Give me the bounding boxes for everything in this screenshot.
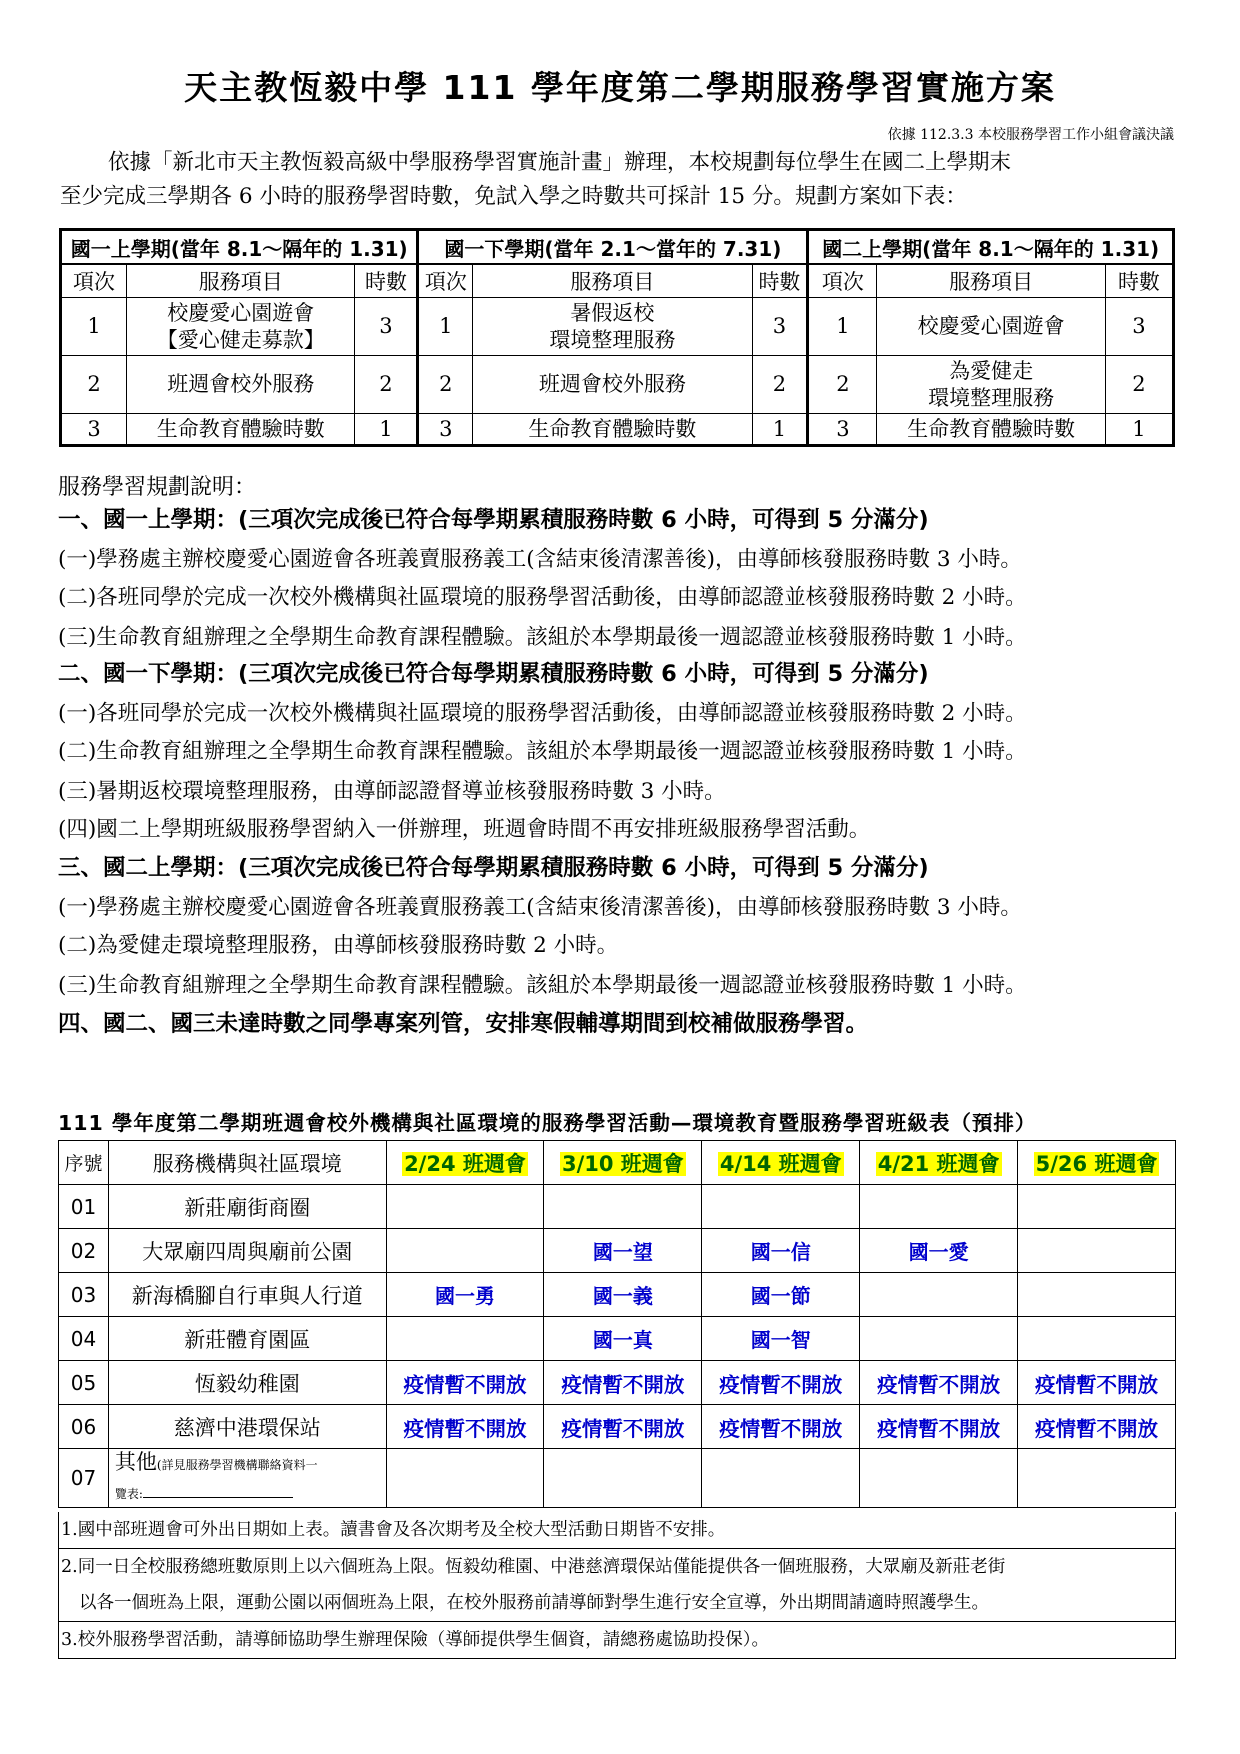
section-item: (一)各班同學於完成一次校外機構與社區環境的服務學習活動後，由導師認證並核發服務時數 2 小時。 xyxy=(58,701,1027,726)
plan-cell-item-no: 2 xyxy=(61,356,127,414)
class-assignment-cell: 國一節 xyxy=(702,1273,860,1317)
plan-cell-item-no: 3 xyxy=(61,414,127,446)
row-number: 01 xyxy=(59,1185,109,1229)
col-service-item: 服務項目 xyxy=(877,264,1105,298)
plan-semester-header xyxy=(61,230,1174,265)
document-title: 天主教恆毅中學 111 學年度第二學期服務學習實施方案 xyxy=(184,68,1056,107)
intro-line-2: 至少完成三學期各 6 小時的服務學習時數，免試入學之時數共可採計 15 分。規劃方案如下表： xyxy=(60,184,967,209)
other-label: 其他 xyxy=(114,1450,157,1474)
class-assignment-cell: 國一勇 xyxy=(386,1273,544,1317)
plan-row xyxy=(61,356,1174,414)
col-item-no: 項次 xyxy=(808,264,877,298)
col-service-item: 服務項目 xyxy=(473,264,752,298)
schedule-notes xyxy=(58,1512,1176,1659)
class-assignment-cell: 疫情暫不開放 xyxy=(1018,1361,1176,1405)
plan-cell-service-item: 暑假返校 環境整理服務 xyxy=(473,298,752,356)
header-date-5: 5/26 班週會 xyxy=(1018,1141,1176,1185)
section-item: (三)生命教育組辦理之全學期生命教育課程體驗。該組於本學期最後一週認證並核發服務時數 1 小時。 xyxy=(58,625,1027,650)
class-assignment-cell: 國一智 xyxy=(702,1317,860,1361)
section-heading: 四、國二、國三未達時數之同學專案列管，安排寒假輔導期間到校補做服務學習。 xyxy=(58,1011,869,1037)
class-assignment-cell: 國一義 xyxy=(544,1273,702,1317)
plan-cell-service-item: 生命教育體驗時數 xyxy=(473,414,752,446)
section-item: (四)國二上學期班級服務學習納入一併辦理，班週會時間不再安排班級服務學習活動。 xyxy=(58,817,871,842)
class-assignment-cell: 疫情暫不開放 xyxy=(860,1361,1018,1405)
schedule-row xyxy=(59,1405,1176,1449)
schedule-row xyxy=(59,1185,1176,1229)
class-assignment-cell xyxy=(860,1273,1018,1317)
class-assignment-cell: 疫情暫不開放 xyxy=(386,1361,544,1405)
note-2-cont: 以各一個班為上限，運動公園以兩個班為上限，在校外服務前請導師對學生進行安全宣導，外出期間請適時照護學生。 xyxy=(59,1585,1175,1622)
location-cell: 新莊體育園區 xyxy=(108,1317,386,1361)
section-item: (二)生命教育組辦理之全學期生命教育課程體驗。該組於本學期最後一週認證並核發服務時數 1 小時。 xyxy=(58,739,1027,764)
plan-row xyxy=(61,298,1174,356)
header-serial: 序號 xyxy=(59,1141,109,1185)
row-number: 05 xyxy=(59,1361,109,1405)
section-heading: 二、國一下學期：(三項次完成後已符合每學期累積服務時數 6 小時，可得到 5 分滿分) xyxy=(58,661,929,687)
note-3: 3.校外服務學習活動，請導師協助學生辦理保險（導師提供學生個資，請總務處協助投保）。 xyxy=(61,1630,769,1650)
plan-cell-item-no: 1 xyxy=(808,298,877,356)
section-item: (二)各班同學於完成一次校外機構與社區環境的服務學習活動後，由導師認證並核發服務時數 2 小時。 xyxy=(58,585,1027,610)
header-date-3: 4/14 班週會 xyxy=(702,1141,860,1185)
intro-paragraph xyxy=(60,146,1180,214)
class-assignment-cell: 國一愛 xyxy=(860,1229,1018,1273)
class-assignment-cell xyxy=(386,1317,544,1361)
plan-cell-hours: 1 xyxy=(355,414,418,446)
plan-table xyxy=(59,228,1175,447)
plan-cell-service-item: 生命教育體驗時數 xyxy=(877,414,1105,446)
class-assignment-cell xyxy=(860,1317,1018,1361)
section-item: (一)學務處主辦校慶愛心園遊會各班義賣服務義工(含結束後清潔善後)，由導師核發服務時數 3 小時。 xyxy=(58,895,1022,920)
col-hours: 時數 xyxy=(1105,264,1173,298)
location-cell: 恆毅幼稚園 xyxy=(108,1361,386,1405)
class-assignment-cell: 疫情暫不開放 xyxy=(386,1405,544,1449)
col-hours: 時數 xyxy=(355,264,418,298)
plan-cell-service-item: 生命教育體驗時數 xyxy=(127,414,355,446)
plan-cell-item-no: 2 xyxy=(418,356,473,414)
schedule-row-other xyxy=(59,1449,1176,1508)
class-assignment-cell: 疫情暫不開放 xyxy=(702,1405,860,1449)
class-assignment-cell: 疫情暫不開放 xyxy=(544,1405,702,1449)
class-assignment-cell xyxy=(544,1185,702,1229)
plan-cell-item-no: 1 xyxy=(61,298,127,356)
plan-row xyxy=(61,414,1174,446)
schedule-title: 111 學年度第二學期班週會校外機構與社區環境的服務學習活動—環境教育暨服務學習班級表（預排） xyxy=(58,1111,1037,1135)
schedule-row xyxy=(59,1317,1176,1361)
plan-cell-service-item: 為愛健走 環境整理服務 xyxy=(877,356,1105,414)
plan-cell-item-no: 3 xyxy=(808,414,877,446)
class-assignment-cell: 疫情暫不開放 xyxy=(702,1361,860,1405)
semester-2-header: 國一下學期(當年 2.1～當年的 7.31) xyxy=(418,230,808,265)
location-cell: 新莊廟街商圈 xyxy=(108,1185,386,1229)
plan-cell-service-item: 校慶愛心園遊會 xyxy=(877,298,1105,356)
class-assignment-cell xyxy=(1018,1273,1176,1317)
col-item-no: 項次 xyxy=(61,264,127,298)
plan-cell-item-no: 3 xyxy=(418,414,473,446)
plan-cell-service-item: 班週會校外服務 xyxy=(127,356,355,414)
class-assignment-cell xyxy=(386,1185,544,1229)
class-assignment-cell xyxy=(1018,1229,1176,1273)
class-assignment-cell xyxy=(1018,1317,1176,1361)
section-item: (一)學務處主辦校慶愛心園遊會各班義賣服務義工(含結束後清潔善後)，由導師核發服務時數 3 小時。 xyxy=(58,547,1022,572)
schedule-row xyxy=(59,1273,1176,1317)
plan-cell-hours: 3 xyxy=(355,298,418,356)
plan-cell-hours: 3 xyxy=(1105,298,1173,356)
location-cell: 慈濟中港環保站 xyxy=(108,1405,386,1449)
class-assignment-cell xyxy=(860,1185,1018,1229)
section-heading: 一、國一上學期：(三項次完成後已符合每學期累積服務時數 6 小時，可得到 5 分滿分) xyxy=(58,507,929,533)
other-note: (詳見服務學習機構聯絡資料一 xyxy=(156,1458,318,1472)
section-item: (二)為愛健走環境整理服務，由導師核發服務時數 2 小時。 xyxy=(58,933,619,958)
class-assignment-cell: 疫情暫不開放 xyxy=(544,1361,702,1405)
row-number: 03 xyxy=(59,1273,109,1317)
class-assignment-cell: 國一望 xyxy=(544,1229,702,1273)
col-service-item: 服務項目 xyxy=(127,264,355,298)
plan-cell-hours: 1 xyxy=(1105,414,1173,446)
plan-cell-item-no: 1 xyxy=(418,298,473,356)
plan-label: 服務學習規劃說明： xyxy=(58,475,257,500)
schedule-row xyxy=(59,1361,1176,1405)
section-item: (三)暑期返校環境整理服務，由導師認證督導並核發服務時數 3 小時。 xyxy=(58,779,726,804)
other-note-2: 覽表: xyxy=(114,1487,143,1501)
semester-3-header: 國二上學期(當年 8.1～隔年的 1.31) xyxy=(808,230,1174,265)
plan-cell-service-item: 校慶愛心園遊會 【愛心健走募款】 xyxy=(127,298,355,356)
note-1: 1.國中部班週會可外出日期如上表。讀書會及各次期考及全校大型活動日期皆不安排。 xyxy=(59,1512,1175,1549)
plan-cell-hours: 2 xyxy=(752,356,808,414)
schedule-table xyxy=(58,1140,1176,1508)
location-cell: 大眾廟四周與廟前公園 xyxy=(108,1229,386,1273)
plan-cell-hours: 2 xyxy=(1105,356,1173,414)
row-number: 06 xyxy=(59,1405,109,1449)
header-date-2: 3/10 班週會 xyxy=(544,1141,702,1185)
schedule-row xyxy=(59,1229,1176,1273)
class-assignment-cell: 國一信 xyxy=(702,1229,860,1273)
plan-cell-hours: 2 xyxy=(355,356,418,414)
intro-line-1: 依據「新北市天主教恆毅高級中學服務學習實施計畫」辦理，本校規劃每位學生在國二上學期末 xyxy=(108,150,1012,175)
header-location: 服務機構與社區環境 xyxy=(108,1141,386,1185)
plan-cell-service-item: 班週會校外服務 xyxy=(473,356,752,414)
plan-cell-item-no: 2 xyxy=(808,356,877,414)
class-assignment-cell: 國一真 xyxy=(544,1317,702,1361)
other-location-cell xyxy=(108,1449,386,1508)
header-date-1: 2/24 班週會 xyxy=(386,1141,544,1185)
class-assignment-cell: 疫情暫不開放 xyxy=(1018,1405,1176,1449)
class-assignment-cell xyxy=(386,1229,544,1273)
schedule-header-row xyxy=(59,1141,1176,1185)
class-assignment-cell xyxy=(1018,1185,1176,1229)
semester-1-header: 國一上學期(當年 8.1～隔年的 1.31) xyxy=(61,230,418,265)
basis-note: 依據 112.3.3 本校服務學習工作小組會議決議 xyxy=(887,127,1174,143)
fill-in-blank[interactable] xyxy=(143,1483,293,1498)
col-hours: 時數 xyxy=(752,264,808,298)
plan-column-header xyxy=(61,264,1174,298)
row-number: 07 xyxy=(59,1449,109,1508)
row-number: 02 xyxy=(59,1229,109,1273)
section-heading: 三、國二上學期：(三項次完成後已符合每學期累積服務時數 6 小時，可得到 5 分滿分) xyxy=(58,855,929,881)
header-date-4: 4/21 班週會 xyxy=(860,1141,1018,1185)
plan-cell-hours: 1 xyxy=(752,414,808,446)
note-2: 2.同一日全校服務總班數原則上以六個班為上限。恆毅幼稚園、中港慈濟環保站僅能提供各一個班服務，大眾廟及新莊老街 xyxy=(61,1557,1006,1577)
class-assignment-cell: 疫情暫不開放 xyxy=(860,1405,1018,1449)
row-number: 04 xyxy=(59,1317,109,1361)
col-item-no: 項次 xyxy=(418,264,473,298)
section-item: (三)生命教育組辦理之全學期生命教育課程體驗。該組於本學期最後一週認證並核發服務時數 1 小時。 xyxy=(58,973,1027,998)
class-assignment-cell xyxy=(702,1185,860,1229)
location-cell: 新海橋腳自行車與人行道 xyxy=(108,1273,386,1317)
plan-cell-hours: 3 xyxy=(752,298,808,356)
